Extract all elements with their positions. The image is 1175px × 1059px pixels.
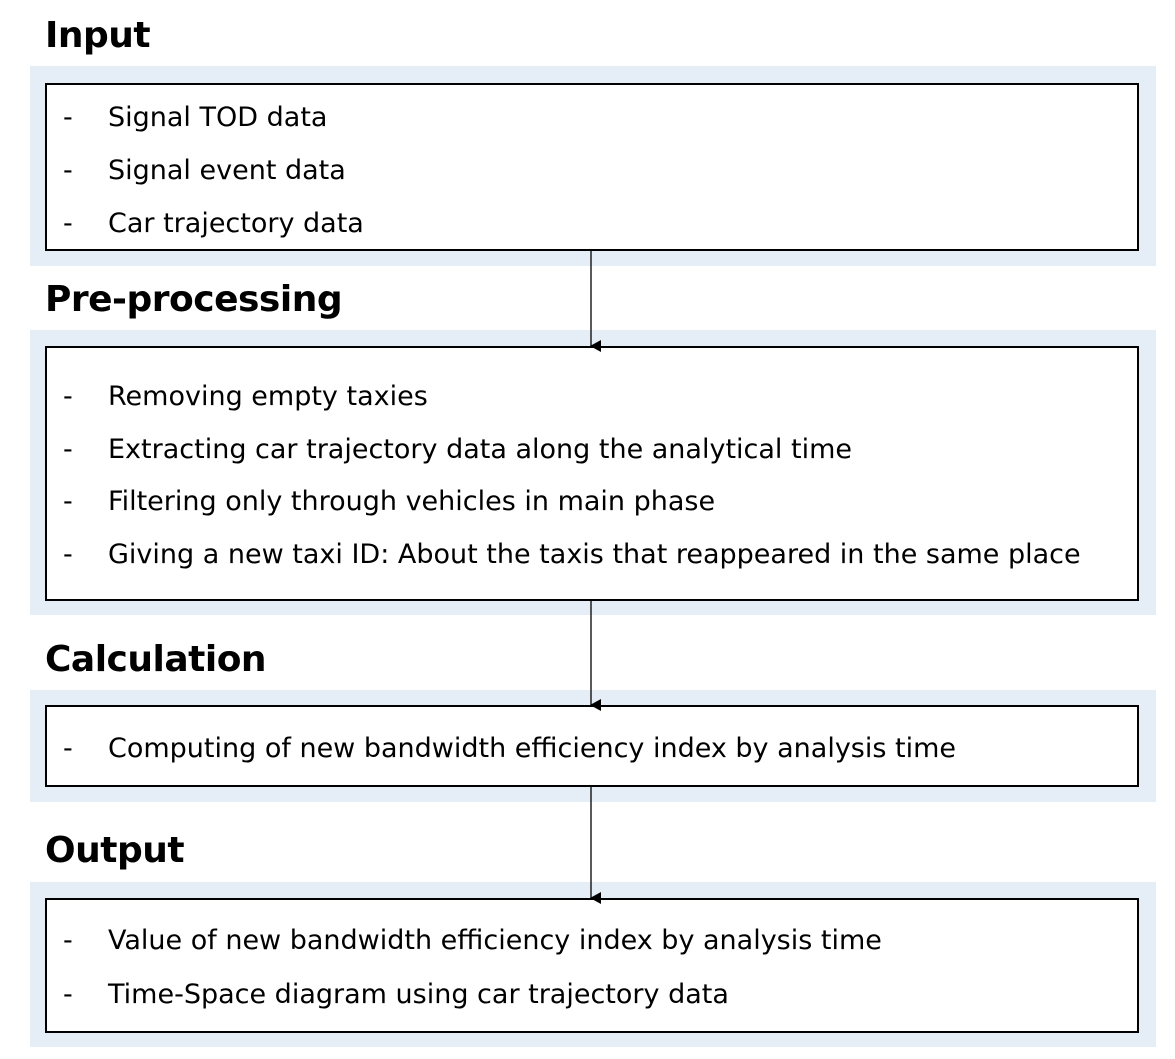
list-item-text: Car trajectory data	[108, 208, 364, 239]
list-item-text: Signal event data	[108, 155, 346, 186]
bullet-dash: -	[63, 486, 73, 517]
bullet-dash: -	[63, 155, 73, 186]
stage-title-pre-processing: Pre-processing	[45, 279, 343, 320]
bullet-dash: -	[63, 381, 73, 412]
list-item-text: Filtering only through vehicles in main phase	[108, 486, 716, 517]
bullet-dash: -	[63, 925, 73, 956]
list-item-text: Signal TOD data	[108, 102, 328, 133]
stage-title-output: Output	[45, 830, 185, 871]
bullet-dash: -	[63, 434, 73, 465]
stage-title-input: Input	[45, 15, 151, 56]
list-item-text: Extracting car trajectory data along the analytical time	[108, 434, 853, 465]
bullet-dash: -	[63, 733, 73, 764]
list-item-text: Giving a new taxi ID: About the taxis that reappeared in the same place	[108, 539, 1081, 570]
list-item-text: Time-Space diagram using car trajectory data	[108, 979, 729, 1010]
list-item-text: Value of new bandwidth efficiency index by analysis time	[108, 925, 882, 956]
list-item-text: Removing empty taxies	[108, 381, 428, 412]
bullet-dash: -	[63, 102, 73, 133]
stage-title-calculation: Calculation	[45, 639, 267, 680]
bullet-dash: -	[63, 979, 73, 1010]
bullet-dash: -	[63, 208, 73, 239]
bullet-dash: -	[63, 539, 73, 570]
list-item-text: Computing of new bandwidth efficiency index by analysis time	[108, 733, 957, 764]
